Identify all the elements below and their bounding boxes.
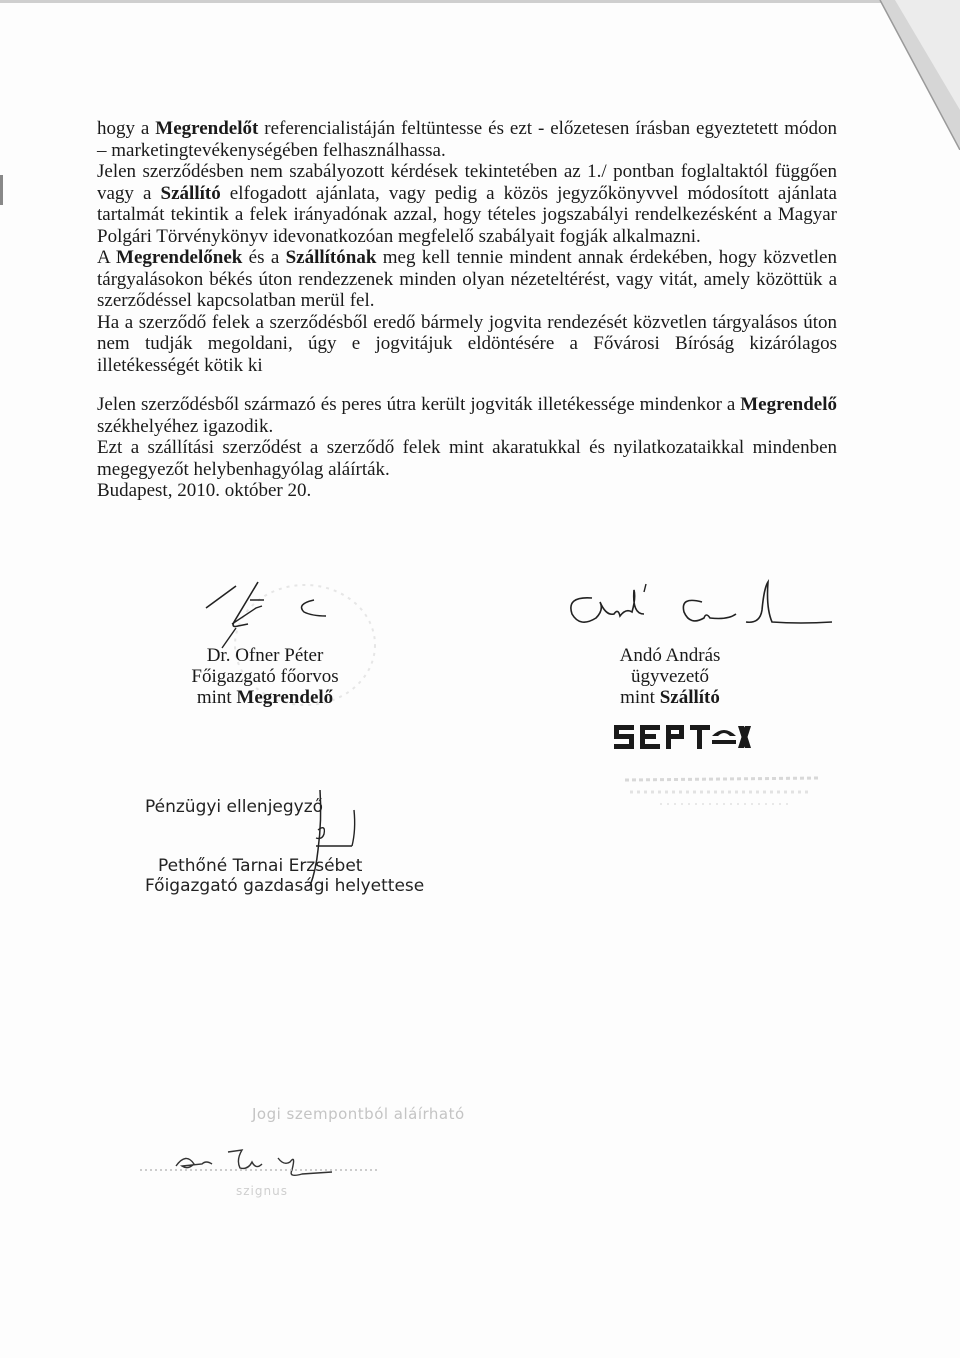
legal-approval-label: Jogi szempontból aláírható [252, 1105, 465, 1123]
signatory-right-title: ügyvezető [630, 666, 710, 687]
finance-title: Pénzügyi ellenjegyző [145, 797, 324, 817]
contract-body [97, 118, 837, 502]
signing-date: Budapest, 2010. október 20. [97, 480, 312, 501]
signatory-left [150, 645, 380, 708]
finance-role: Főigazgató gazdasági helyettese [145, 876, 425, 896]
signatory-right [560, 645, 780, 708]
signature-dotted-line [140, 1168, 380, 1172]
signature-legal [172, 1140, 372, 1180]
signatory-right-role: mint Szállító [620, 687, 720, 708]
paragraph-jurisdiction: Ha a szerződő felek a szerződésből eredő bármely jogvita rendezését közvetlen tárgyalásos úton nem tudják megoldani, úgy e jogvitájuk eldöntésére a Fővárosi Bíróság kizárólagos illetékességét kötik ki [97, 311, 837, 376]
faint-stamp-text [620, 770, 830, 810]
signatory-left-role: mint Megrendelő [196, 687, 334, 708]
signatory-left-title: Főigazgató főorvos [191, 666, 339, 687]
paragraph-signing: Ezt a szállítási szerződést a szerződő felek mint akaratukkal és nyilatkozataikkal mindenben megegyezőt helybenhagyólag aláírták. [97, 437, 837, 480]
signatory-left-name: Dr. Ofner Péter [206, 645, 324, 666]
signatory-right-name: Andó András [619, 645, 721, 666]
finance-name: Pethőné Tarnai Erzsébet [158, 856, 363, 876]
company-stamp-logo [612, 722, 752, 752]
scan-mark [0, 175, 3, 205]
paragraph-competence: Jelen szerződésből származó és peres útra került jogviták illetékessége mindenkor a Megrendelő székhelyéhez igazodik. [97, 394, 837, 437]
paragraph-reference: hogy a Megrendelőt referencialistáján feltüntesse és ezt - előzetesen írásban egyeztetett módon – marketingtevékenységében felhasználhassa. [97, 118, 837, 161]
scan-edge [0, 0, 960, 3]
paragraph-negotiation: A Megrendelőnek és a Szállítónak meg kell tennie mindent annak érdekében, hogy közvetlen tárgyalásokon békés úton rendezzenek minden olyan nézeteltérést, vagy vitát, amely közöttük a szerződéssel kapcsolatban merül fel. [97, 247, 837, 311]
signature-right [560, 578, 850, 638]
legal-approval-sub: szignus [236, 1184, 288, 1198]
paragraph-unregulated: Jelen szerződésben nem szabályozott kérdések tekintetében az 1./ pontban foglaltaktól függően vagy a Szállító elfogadott ajánlata, vagy pedig a közös jegyzőkönyvvel módosított ajánlata tartalmát tekintik a felek irányadónak azzal, hogy tételes jogszabályi rendelkezésként a Magyar Polgári Törvénykönyv idevonatkozóan megfelelő szabályait fogják alkalmazni. [97, 161, 837, 247]
folded-corner [840, 0, 960, 150]
